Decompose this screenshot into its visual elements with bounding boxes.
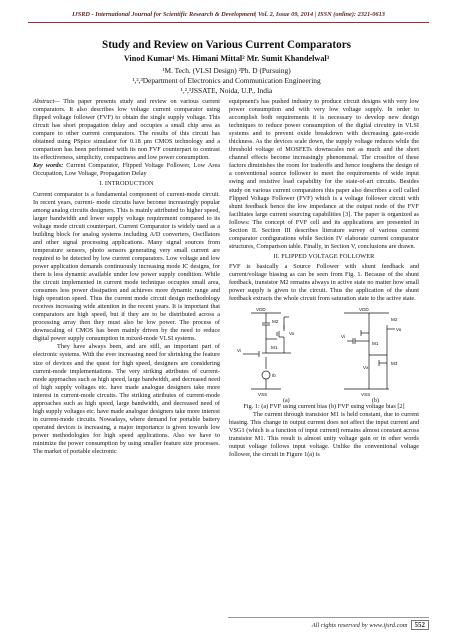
vo-label: Vo [396, 327, 402, 333]
abstract [33, 98, 220, 162]
m2-label: M2 [391, 317, 398, 323]
footer-text: All rights reserved by www.ijsrd.com [311, 621, 408, 629]
vi-label: Vi [341, 334, 346, 340]
circuit-figure [229, 305, 419, 403]
page-footer [312, 620, 429, 630]
m1-label: M1 [271, 345, 278, 351]
vdd-label: VDD [359, 307, 369, 313]
right-column [229, 98, 419, 459]
author-list: Vinod Kumar¹ Ms. Himani Mittal² Mr. Sumit Khandelwal³ [123, 54, 330, 63]
page-number: 552 [411, 620, 430, 630]
section-heading-fvf: II. FLIPPED VOLTAGE FOLLOWER [273, 252, 375, 260]
intro-paragraph-1: Current comparator is a fundamental component of current-mode circuit. In recent years, current- mode circuits have become increasingly popular among analog circuits designers. This is mainly attributed to higher speed, larger bandwidth and lower supply voltage requirement compared to its voltage mode circuit counterpart. Current Comparator is widely used as a building block for analog systems including A/D converters, Oscillators and other signal processing applications. Many signal sources from temperature sensors, photo sensors generating very small current are required to be detected by low current comparators. Low voltage and low power application demands continuously increasing mode IC designs, for there is less dynamic available under low power supply condition. While the circuit implemented in current mode technique occupies small area, consumes less power dissipation and achieves more dynamic range and high operation speed. Thus the current mode circuit design methodology receives increasing wide attention in the recent years. It is important that comparators are high speed, but if they are to be distributed across a processing array then they must also be low power. The process of downscaling of CMOS has been mainly driven by the need to reduce digital power supply consumption in mixed-mode VLSI systems. [33, 190, 220, 343]
abstract-text: This paper presents study and review on various current comparators. It also describes low voltage current comparator using flipped voltage follower (FVF) to obtain the single supply voltage. This circuit has short propagation delay and occupies a small chip area as compare to other current comparators. The results of this circuit has obtained using PSpice simulator for 0.18 µm CMOS technology and a comparison has been performed with its non FVF counterpart to contrast its effectiveness, simplicity, compactness and low power consumption. [33, 98, 220, 162]
figure-caption: Fig. 1: (a) FVF using current bias (b) FVF using voltage bias [2] [243, 403, 405, 411]
vss-label: VSS [361, 392, 371, 398]
m1-label: M1 [372, 341, 379, 347]
left-column [33, 98, 220, 456]
ib-label: Ib [272, 373, 276, 379]
vss-label: VSS [258, 392, 268, 398]
keywords [33, 162, 220, 178]
fvf-paragraph-2: The current through transistor M1 is held constant, due to current biasing. This change in output current does not affect the input current and VSG1 (which is a function of input current) remains almost constant across transistor M1. This result is almost unity voltage gain or in other words output voltage follows input voltage. Unlike the conventional voltage follower, the circuit in Figure 1(a) is [229, 410, 419, 458]
affiliation-line: ¹,²,³JSSATE, Noida, U.P., India [180, 86, 273, 95]
header-divider [28, 22, 429, 23]
vo-label: Vo [289, 331, 295, 337]
footer-divider [228, 617, 429, 618]
keywords-label: Key words: [33, 162, 64, 170]
keywords-text: Current Comparator, Flipped Voltage Follower, Low Area Occupation, Low Voltage, Propagation Delay [33, 162, 220, 178]
subfigure-label-b: (b) [372, 398, 379, 404]
m3-label: M3 [391, 361, 398, 367]
circuit-diagram [229, 305, 419, 403]
journal-header: IJSRD - International Journal for Scientific Research & Development| Vol. 2, Issue 09, 2014 | ISSN (online): 2321-0613 [72, 11, 385, 18]
fvf-paragraph-1: FVF is basically a Source Follower with shunt feedback and current/voltage biasing as can be seen from Fig. 1. Because of the shunt feedback, transistor M2 remains always in active state no matter how small power supply is given to the circuit. Thus the application of the shunt feedback extracts the whole circuit from saturation state to the active state. [229, 262, 419, 303]
affiliation-line: ¹M. Tech. (VLSI Design) ²Ph. D (Pursuing) [162, 66, 291, 75]
section-heading-introduction: I. INTRODUCTION [99, 180, 154, 188]
vdd-label: VDD [256, 307, 266, 313]
subfigure-label-a: (a) [283, 398, 290, 404]
paper-title: Study and Review on Various Current Comparators [101, 39, 352, 51]
vi-label: Vi [237, 348, 242, 354]
abstract-label: Abstract— [33, 98, 60, 105]
right-paragraph-1: equipment's has pushed industry to produce circuit designs with very low power consumption and with very low voltage supply. In order to accomplish both requirements it is necessary to develop new design techniques to reduce power consumption of the digital circuitry in VLSI systems and to prevent oxide breakdown with decreasing gate-oxide thickness. As the devices scale down, the supply voltage reduces while the threshold voltage of MOSFETs downscales not as much and the short channel effects become increasingly phenomenal. The crossfire of these factors diminishes the room for tradeoffs and hence toughens the design of a conventional source follower to meet the requirements of wide input swing and resistive load capability for the state-of-art circuits. Besides study on various current comparators this paper also describes a cell called Flipped Voltage Follower (FVF) which is a voltage follower circuit with shunt feedback hence the low impedance at the output node of the FVF facilitates large current sourcing capabilities [3]. The paper is organized as follows: The concept of FVF cell and its applications are presented in Section II. Section III describes literature survey of various current comparator configurations while Section IV elaborate current comparator structures, Comparison table. Finally, in Section V, conclusions are drawn. [229, 98, 419, 250]
m2-label: M2 [272, 319, 279, 325]
intro-paragraph-2: They have always been, and are still, an important part of electronic systems. With the ever increasing need for shrinking the feature size of devices and the quest for high speed, designers are considering current-mode implementations. The very striking attributes of current-mode approaches such as high speed, large bandwidth, and decreased need of high supply voltages etc. have made analogue designers take more interest in current-mode circuits. The striking attributes of current-mode approaches such as high speed, large bandwidth, and decreased need of high supply voltages etc. have made analogue designers take more interest in current-mode circuits. Nowadays, where demand for portable battery operated devices is increasing, a major importance is given towards low power methodologies for high speed applications. Also we have to minimize the power consumption by using smaller feature size processes. The market of portable electronic [33, 343, 220, 456]
vx-label: Vx [363, 365, 369, 371]
affiliation-line: ¹,²,³Department of Electronics and Communication Engineering [132, 76, 321, 85]
